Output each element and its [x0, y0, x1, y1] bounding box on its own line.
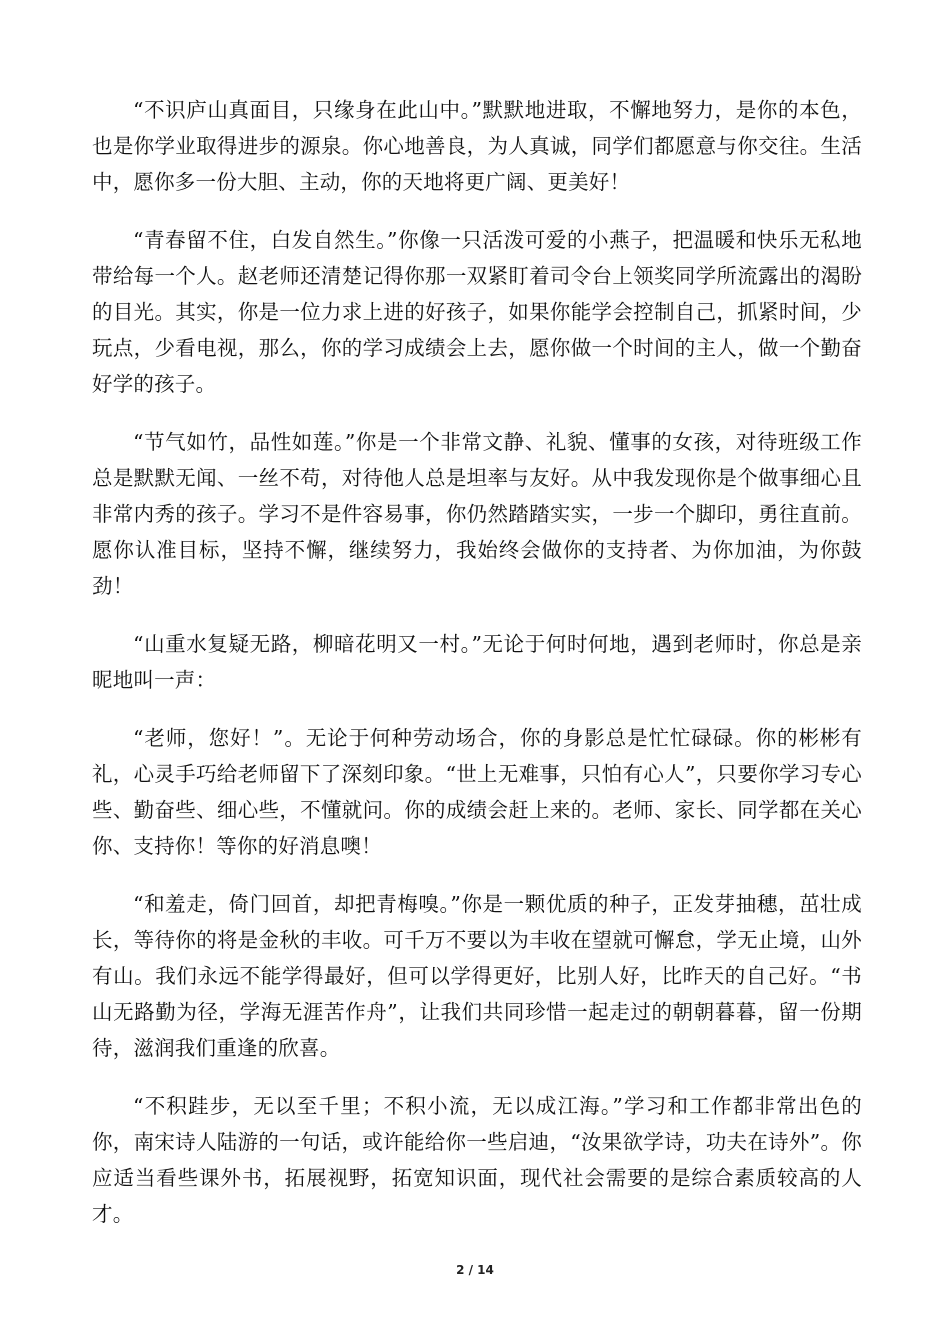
- paragraph-4: “山重水复疑无路，柳暗花明又一村。”无论于何时何地，遇到老师时，你总是亲昵地叫一声：: [92, 632, 862, 692]
- paragraph-7: “不积跬步，无以至千里；不积小流，无以成江海。”学习和工作都非常出色的你，南宋诗人陆游的一句话，或许能给你一些启迪，“汝果欲学诗，功夫在诗外”。你应适当看些课外书，拓展视野，拓宽知识面，现代社会需要的是综合素质较高的人才。: [92, 1094, 862, 1226]
- document-body: [92, 92, 862, 1254]
- paragraph-1: “不识庐山真面目，只缘身在此山中。”默默地进取，不懈地努力，是你的本色，也是你学业取得进步的源泉。你心地善良，为人真诚，同学们都愿意与你交往。生活中，愿你多一份大胆、主动，你的天地将更广阔、更美好！: [92, 98, 862, 194]
- paragraph-6: “和羞走，倚门回首，却把青梅嗅。”你是一颗优质的种子，正发芽抽穗，茁壮成长，等待你的将是金秋的丰收。可千万不要以为丰收在望就可懈怠，学无止境，山外有山。我们永远不能学得最好，但可以学得更好，比别人好，比昨天的自己好。“书山无路勤为径，学海无涯苦作舟”，让我们共同珍惜一起走过的朝朝暮暮，留一份期待，滋润我们重逢的欣喜。: [92, 892, 862, 1060]
- paragraph-3: “节气如竹，品性如莲。”你是一个非常文静、礼貌、懂事的女孩，对待班级工作总是默默无闻、一丝不苟，对待他人总是坦率与友好。从中我发现你是个做事细心且非常内秀的孩子。学习不是件容易事，你仍然踏踏实实，一步一个脚印，勇往直前。愿你认准目标，坚持不懈，继续努力，我始终会做你的支持者、为你加油，为你鼓劲！: [92, 430, 862, 598]
- paragraph-2: “青春留不住，白发自然生。”你像一只活泼可爱的小燕子，把温暖和快乐无私地带给每一个人。赵老师还清楚记得你那一双紧盯着司令台上领奖同学所流露出的渴盼的目光。其实，你是一位力求上进的好孩子，如果你能学会控制自己，抓紧时间，少玩点，少看电视，那么，你的学习成绩会上去，愿你做一个时间的主人，做一个勤奋好学的孩子。: [92, 228, 862, 396]
- page-number: 2 / 14: [456, 1263, 494, 1277]
- paragraph-5: “老师，您好！”。无论于何种劳动场合，你的身影总是忙忙碌碌。你的彬彬有礼，心灵手巧给老师留下了深刻印象。“世上无难事，只怕有心人”，只要你学习专心些、勤奋些、细心些，不懂就问。你的成绩会赶上来的。老师、家长、同学都在关心你、支持你！等你的好消息噢！: [92, 726, 862, 858]
